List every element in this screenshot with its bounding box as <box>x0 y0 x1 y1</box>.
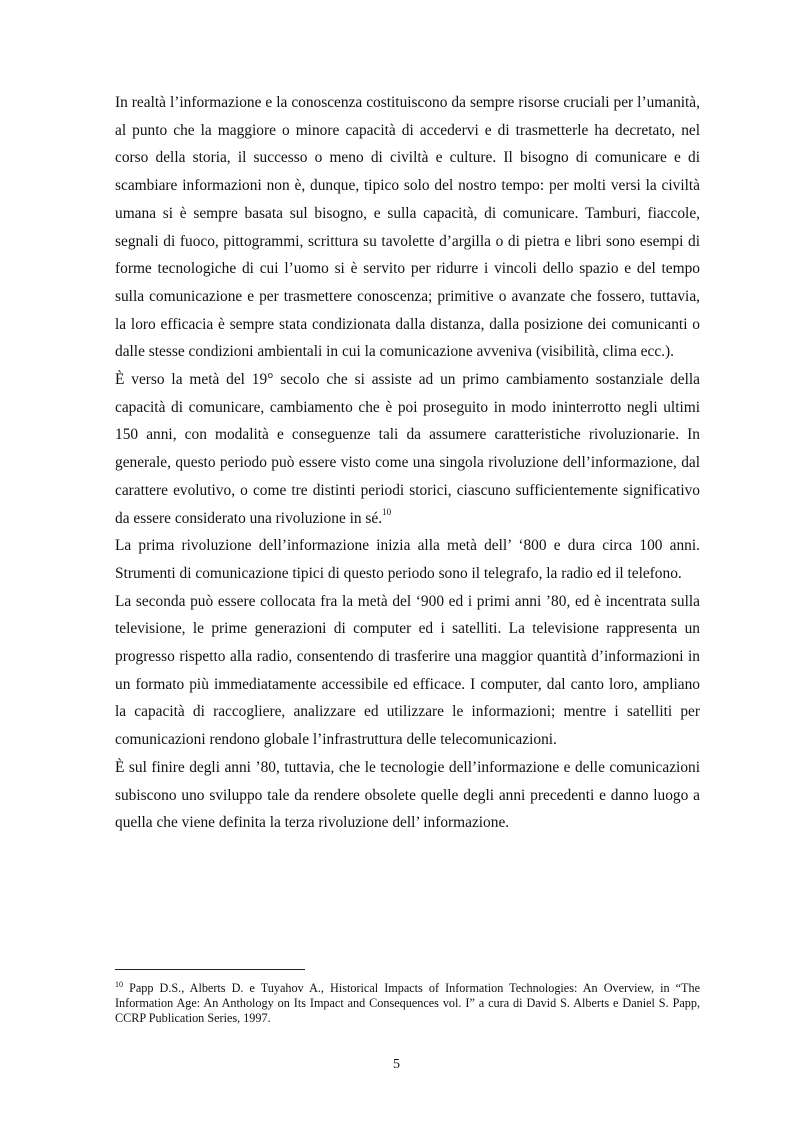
page-number: 5 <box>393 1057 400 1072</box>
footnote-number: 10 <box>115 979 123 989</box>
footnote <box>115 981 700 1026</box>
body-text <box>115 89 700 837</box>
paragraph-4: La seconda può essere collocata fra la metà del ‘900 ed i primi anni ’80, ed è incentrata sulla televisione, le prime generazioni di computer ed i satelliti. La televisione rappresenta un progresso rispetto alla radio, consentendo di trasferire una maggior quantità d’informazioni in un formato più immediatamente accessibile ed efficace. I computer, dal canto loro, ampliano la capacità di raccogliere, analizzare ed utilizzare le informazioni; mentre i satelliti per comunicazioni rendono globale l’infrastruttura delle telecomunicazioni. <box>115 592 700 749</box>
footnote-text: Papp D.S., Alberts D. e Tuyahov A., Historical Impacts of Information Technologies: An Overview, in “The Information Age: An Anthology on Its Impact and Consequences vol. I” a cura di David S. Alberts e Daniel S. Papp, CCRP Publication Series, 1997. <box>115 981 701 1025</box>
paragraph-2-text: È verso la metà del 19° secolo che si assiste ad un primo cambiamento sostanziale della capacità di comunicare, cambiamento che è poi proseguito in modo ininterrotto negli ultimi 150 anni, con modalità e conseguenze tali da assumere caratteristiche rivoluzionarie. In generale, questo periodo può essere visto come una singola rivoluzione dell’informazione, dal carattere evolutivo, o come tre distinti periodi storici, ciascuno sufficientemente significativo da essere considerato una rivoluzione in sé. <box>115 371 700 527</box>
paragraph-3: La prima rivoluzione dell’informazione inizia alla metà dell’ ‘800 e dura circa 100 anni. Strumenti di comunicazione tipici di questo periodo sono il telegrafo, la radio ed il telefono. <box>115 537 700 582</box>
footnote-reference: 10 <box>382 507 392 518</box>
footnote-separator <box>115 969 305 970</box>
paragraph-1: In realtà l’informazione e la conoscenza costituiscono da sempre risorse cruciali per l’umanità, al punto che la maggiore o minore capacità di accedervi e di trasmetterle ha decretato, nel corso della storia, il successo o meno di civiltà e culture. Il bisogno di comunicare e di scambiare informazioni non è, dunque, tipico solo del nostro tempo: per molti versi la civiltà umana si è sempre basata sul bisogno, e sulla capacità, di comunicare. Tamburi, fiaccole, segnali di fuoco, pittogrammi, scrittura su tavolette d’argilla o di pietra e libri sono esempi di forme tecnologiche di cui l’uomo si è servito per ridurre i vincoli dello spazio e del tempo sulla comunicazione e per trasmettere conoscenza; primitive o avanzate che fossero, tuttavia, la loro efficacia è sempre stata condizionata dalla distanza, dalla posizione dei comunicanti o dalle stesse condizioni ambientali in cui la comunicazione avveniva (visibilità, clima ecc.). <box>115 94 700 361</box>
paragraph-2 <box>115 366 700 532</box>
paragraph-5: È sul finire degli anni ’80, tuttavia, che le tecnologie dell’informazione e delle comunicazioni subiscono uno sviluppo tale da rendere obsolete quelle degli anni precedenti e danno luogo a quella che viene definita la terza rivoluzione dell’ informazione. <box>115 758 700 832</box>
